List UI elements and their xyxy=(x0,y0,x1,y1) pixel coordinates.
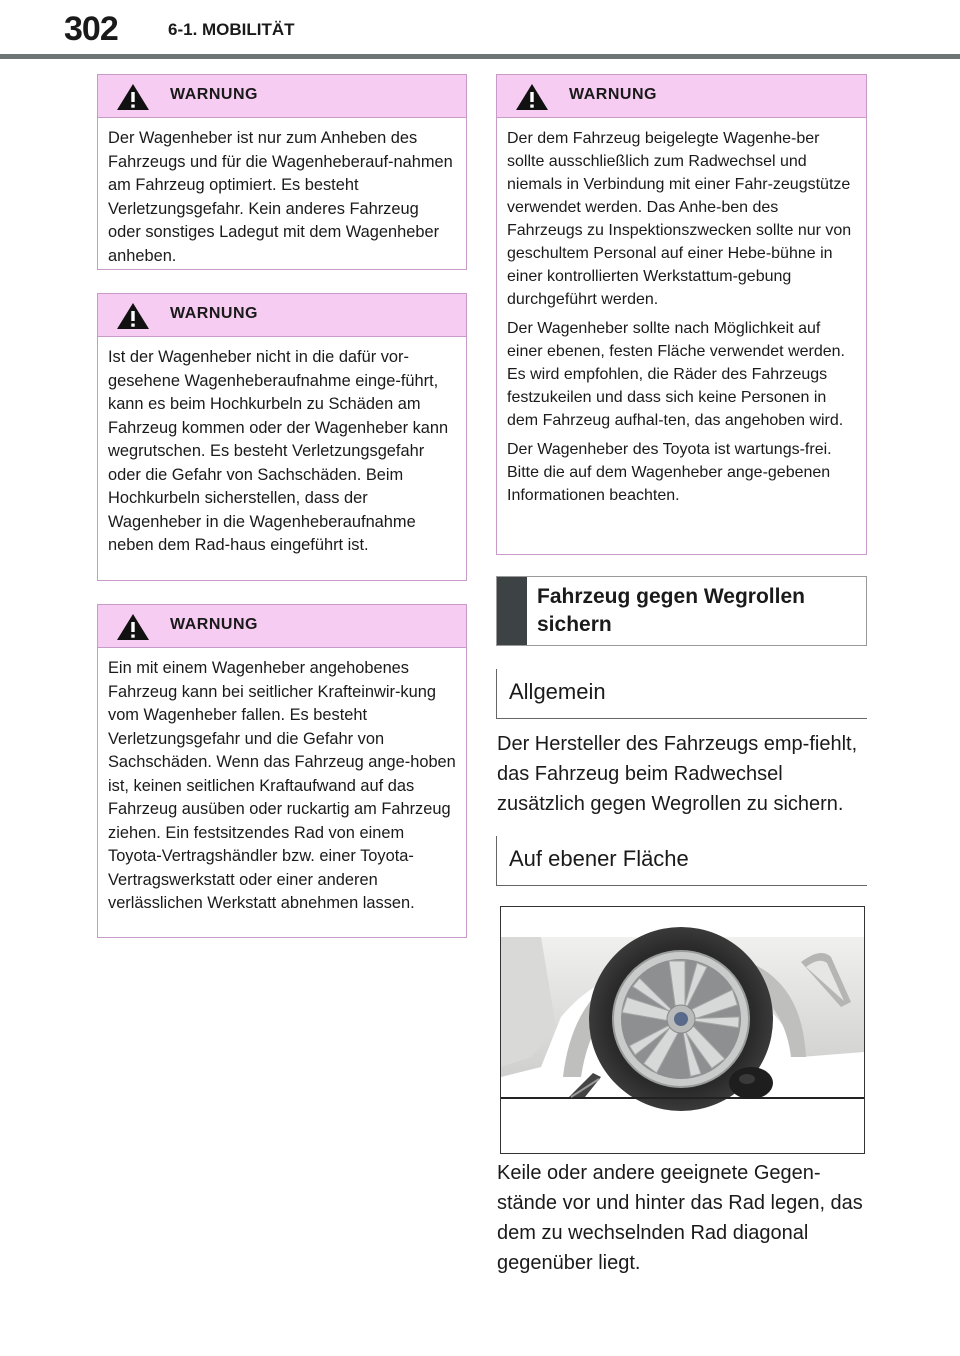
subheading-text: Allgemein xyxy=(509,679,606,704)
warning-body xyxy=(98,648,466,924)
paragraph-chock-instruction: Keile oder andere geeignete Gegen-stände vor und hinter das Rad legen, das dem zu wechselnden Rad diagonal gegenüber liegt. xyxy=(497,1162,863,1274)
subheading-general xyxy=(496,669,867,719)
paragraph-intro: Der Hersteller des Fahrzeugs emp-fiehlt, das Fahrzeug beim Radwechsel zusätzlich gegen Wegrollen zu sichern. xyxy=(497,733,858,815)
warning-header xyxy=(98,605,466,648)
wheel-chock-image xyxy=(501,907,864,1153)
warning-header xyxy=(98,294,466,337)
header-rule xyxy=(0,54,960,59)
warning-box-3 xyxy=(97,604,467,938)
warning-triangle-icon xyxy=(515,83,549,111)
warning-body xyxy=(497,118,866,515)
warning-title: WARNUNG xyxy=(170,616,258,633)
warning-body xyxy=(98,337,466,566)
warning-text: Der dem Fahrzeug beigelegte Wagenhe-ber sollte ausschließlich zum Radwechsel und niemals in Verbindung mit einer Fahr-zeugstütze verwendet werden. Das Anhe-ben des Fahrzeugs zu Inspektionszwecken sollte nur von geschultem Personal auf einer Hebe-bühne in einer kontrollierten Werkstattum-gebung durchgeführt werden. xyxy=(507,130,852,308)
warning-title: WARNUNG xyxy=(170,86,258,103)
section-title: 6-1. MOBILITÄT xyxy=(168,20,295,39)
warning-triangle-icon xyxy=(116,613,150,641)
heading-bar xyxy=(497,577,527,645)
warning-box-1 xyxy=(97,74,467,270)
warning-text: Der Wagenheber sollte nach Möglichkeit auf einer ebenen, festen Fläche verwendet werden. Es wird empfohlen, die Räder des Fahrzeugs festzukeilen und dass sich keine Personen in dem Fahrzeug aufhal-ten, das angehoben wird. xyxy=(507,320,845,429)
main-heading: Fahrzeug gegen Wegrollen sichern xyxy=(537,585,805,636)
warning-text: Der Wagenheber ist nur zum Anheben des Fahrzeugs und für die Wagenheberauf-nahmen am Fahrzeug optimiert. Es besteht Verletzungsgefahr. Kein anderes Fahrzeug oder sonstiges Ladegut mit dem Wagenheber anheben. xyxy=(108,129,453,265)
warning-header xyxy=(497,75,866,118)
warning-box-4 xyxy=(496,74,867,555)
subheading-flat-surface xyxy=(496,836,867,886)
main-heading-box xyxy=(496,576,867,646)
warning-box-2 xyxy=(97,293,467,581)
page-header xyxy=(0,0,960,60)
warning-header xyxy=(98,75,466,118)
warning-text: Ein mit einem Wagenheber angehobenes Fahrzeug kann bei seitlicher Krafteinwir-kung vom Wagenheber fallen. Es besteht Verletzungsgefahr und die Gefahr von Sachschäden. Wenn das Fahrzeug ange-hoben ist, keinen seitlichen Kraftaufwand auf das Fahrzeug ausüben oder ruckartig am Fahrzeug ziehen. Ein festsitzendes Rad von einem Toyota-Vertragshändler bzw. einer Toyota-Vertragswerkstatt oder einer anderen verlässlichen Werkstatt abnehmen lassen. xyxy=(108,659,456,912)
warning-text: Ist der Wagenheber nicht in die dafür vor-gesehene Wagenheberaufnahme einge-führt, kann es beim Hochkurbeln zu Schäden am Fahrzeug kommen oder der Wagenheber kann wegrutschen. Es besteht Verletzungsgefahr oder die Gefahr von Sachschäden. Beim Hochkurbeln sicherstellen, dass der Wagenheber in die Wagenheberaufnahme neben dem Rad-haus eingeführt ist. xyxy=(108,348,449,554)
warning-title: WARNUNG xyxy=(569,86,657,103)
warning-triangle-icon xyxy=(116,302,150,330)
warning-body xyxy=(98,118,466,276)
warning-triangle-icon xyxy=(116,83,150,111)
page-number: 302 xyxy=(64,10,118,48)
wheel-chock-illustration xyxy=(500,906,865,1154)
warning-title: WARNUNG xyxy=(170,305,258,322)
subheading-text: Auf ebener Fläche xyxy=(509,846,689,871)
warning-text: Der Wagenheber des Toyota ist wartungs-frei. Bitte die auf dem Wagenheber ange-gebenen Informationen beachten. xyxy=(507,441,832,504)
